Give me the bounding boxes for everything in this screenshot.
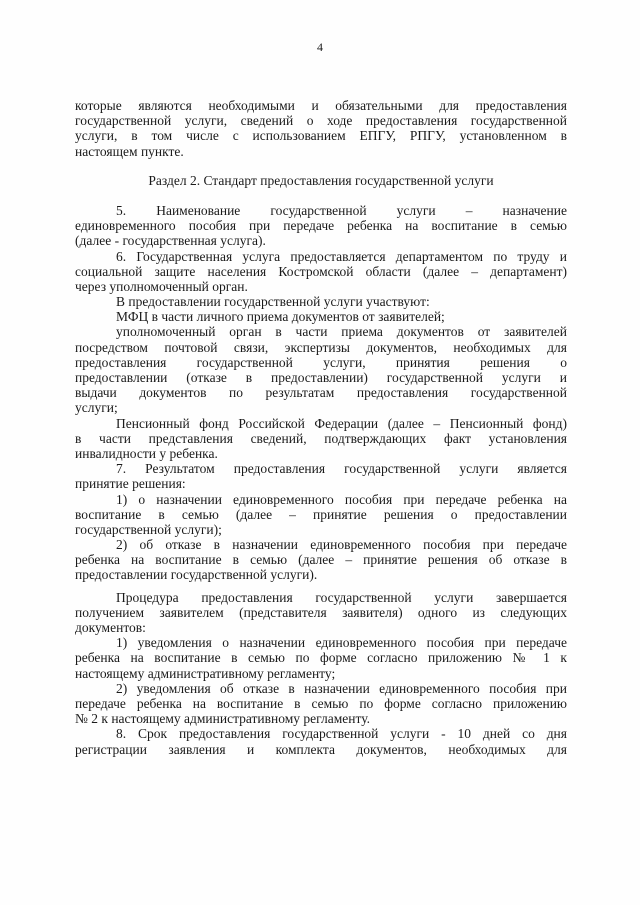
text-line: услуги, в том числе с использованием ЕПГУ, РПГУ, установленном в — [75, 128, 567, 144]
text-line: регистрации заявления и комплекта документов, необходимых для — [75, 741, 567, 757]
text-line: принятие решения: — [75, 476, 186, 492]
text-line: В предоставлении государственной услуги участвуют: — [116, 294, 430, 310]
text-line: 6. Государственная услуга предоставляется департаментом по труду и — [116, 248, 567, 264]
text-line: документов: — [75, 620, 146, 636]
text-line: настоящему административному регламенту; — [75, 665, 336, 681]
text-line: социальной защите населения Костромской области (далее – департамент) — [75, 263, 567, 279]
paragraph-6 — [75, 249, 567, 295]
text-line: настоящем пункте. — [75, 143, 184, 159]
text-line: инвалидности у ребенка. — [75, 445, 218, 461]
text-line: ребенка на воспитание в семью (далее – принятие решения об отказе в — [75, 552, 567, 568]
text-line: государственной услуги, сведений о ходе предоставления государственной — [75, 113, 567, 129]
text-line: МФЦ в части личного приема документов от заявителей; — [116, 309, 445, 325]
paragraph-7-item-2 — [75, 537, 567, 583]
text-line: в части представления сведений, подтверждающих факт установления — [75, 430, 567, 446]
text-line: Процедура предоставления государственной услуги завершается — [116, 589, 567, 605]
paragraph-7-procedure — [75, 590, 567, 636]
text-line: предоставлении (отказе в предоставлении) государственной услуги и — [75, 370, 567, 386]
text-line: № 2 к настоящему административному регламенту. — [75, 711, 370, 727]
text-line: единовременного пособия при передаче ребенка на воспитание в семью — [75, 218, 567, 234]
text-line: Пенсионный фонд Российской Федерации (далее – Пенсионный фонд) — [116, 415, 567, 431]
text-line: 1) уведомления о назначении единовременного пособия при передаче — [116, 635, 567, 651]
paragraph-7-item-1 — [75, 492, 567, 538]
text-line: (далее - государственная услуга). — [75, 233, 266, 249]
text-line: передаче ребенка на воспитание в семью по форме согласно приложению — [75, 695, 567, 711]
section-title: Раздел 2. Стандарт предоставления государственной услуги — [148, 172, 494, 188]
text-line: получением заявителем (представителя заявителя) одного из следующих — [75, 604, 567, 620]
text-line: воспитание в семью (далее – принятие решения о предоставлении — [75, 506, 567, 522]
page-number: 4 — [317, 40, 323, 54]
paragraph-8 — [75, 726, 567, 756]
paragraph-6-pension-fund — [75, 416, 567, 462]
text-line: 5. Наименование государственной услуги – назначение — [116, 202, 567, 218]
paragraph-5 — [75, 203, 567, 249]
text-line: посредством почтовой связи, экспертизы документов, необходимых для — [75, 339, 567, 355]
paragraph-6-authority — [75, 324, 567, 415]
paragraph-6-participants — [75, 294, 567, 309]
text-line: выдачи документов по результатам предоставления государственной — [75, 385, 567, 401]
text-line: 8. Срок предоставления государственной услуги - 10 дней со дня — [116, 726, 567, 742]
text-line: услуги; — [75, 400, 118, 416]
text-line: ребенка на воспитание в семью по форме согласно приложению № 1 к — [75, 650, 567, 666]
text-line: государственной услуги); — [75, 521, 222, 537]
paragraph-7 — [75, 461, 567, 491]
paragraph-6-mfc — [75, 309, 567, 324]
intro-paragraph — [75, 98, 567, 159]
text-line: 1) о назначении единовременного пособия при передаче ребенка на — [116, 491, 567, 507]
text-line: через уполномоченный орган. — [75, 278, 248, 294]
text-line: 2) об отказе в назначении единовременного пособия при передаче — [116, 537, 567, 553]
text-line: которые являются необходимыми и обязательными для предоставления — [75, 98, 567, 113]
text-line: предоставления государственной услуги, принятия решения о — [75, 354, 567, 370]
text-line: предоставлении государственной услуги). — [75, 567, 318, 583]
paragraph-7-document-1 — [75, 635, 567, 681]
text-line: 2) уведомления об отказе в назначении единовременного пособия при — [116, 680, 567, 696]
paragraph-7-document-2 — [75, 681, 567, 727]
text-line: уполномоченный орган в части приема документов от заявителей — [116, 324, 567, 340]
text-line: 7. Результатом предоставления государственной услуги является — [116, 461, 567, 477]
document-body — [75, 98, 567, 757]
